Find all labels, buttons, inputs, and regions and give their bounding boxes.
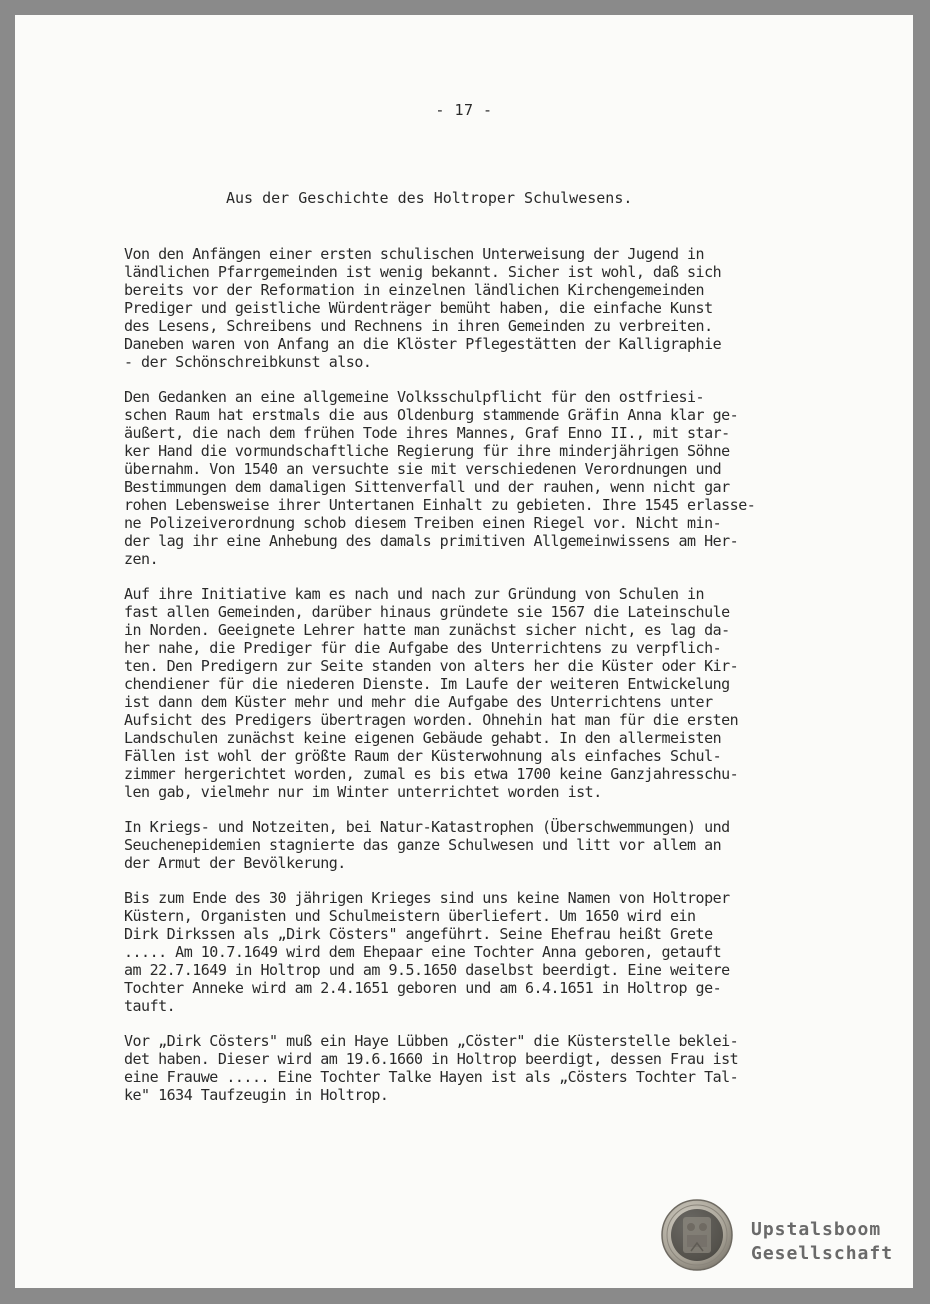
text-line: Daneben waren von Anfang an die Klöster Pflegestätten der Kalligraphie	[124, 335, 722, 353]
paragraph	[124, 388, 814, 568]
text-line: Fällen ist wohl der größte Raum der Küsterwohnung als einfaches Schul-	[124, 747, 722, 765]
body-text	[124, 245, 814, 1121]
text-line: ..... Am 10.7.1649 wird dem Ehepaar eine Tochter Anna geboren, getauft	[124, 943, 722, 961]
text-line: am 22.7.1649 in Holtrop und am 9.5.1650 daselbst beerdigt. Eine weitere	[124, 961, 730, 979]
text-line: äußert, die nach dem frühen Tode ihres Mannes, Graf Enno II., mit star-	[124, 424, 730, 442]
brand-line-1: Upstalsboom	[751, 1219, 882, 1240]
brand-line-2: Gesellschaft	[751, 1243, 894, 1264]
text-line: zimmer hergerichtet worden, zumal es bis etwa 1700 keine Ganzjahresschu-	[124, 765, 739, 783]
page-number: - 17 -	[435, 101, 493, 119]
text-line: Küstern, Organisten und Schulmeistern überliefert. Um 1650 wird ein	[124, 907, 696, 925]
text-line: Aufsicht des Predigers übertragen worden. Ohnehin hat man für die ersten	[124, 711, 739, 729]
paragraph	[124, 889, 814, 1015]
paragraph	[124, 245, 814, 371]
text-line: len gab, vielmehr nur im Winter unterrichtet worden ist.	[124, 783, 602, 801]
text-line: det haben. Dieser wird am 19.6.1660 in Holtrop beerdigt, dessen Frau ist	[124, 1050, 739, 1068]
text-line: schen Raum hat erstmals die aus Oldenburg stammende Gräfin Anna klar ge-	[124, 406, 739, 424]
text-line: ke" 1634 Taufzeugin in Holtrop.	[124, 1086, 389, 1104]
text-line: Tochter Anneke wird am 2.4.1651 geboren und am 6.4.1651 in Holtrop ge-	[124, 979, 722, 997]
seal-emblem-icon	[661, 1199, 733, 1271]
text-line: in Norden. Geeignete Lehrer hatte man zunächst sicher nicht, es lag da-	[124, 621, 730, 639]
text-line: Vor „Dirk Cösters" muß ein Haye Lübben „Cöster" die Küsterstelle beklei-	[124, 1032, 739, 1050]
text-line: Seuchenepidemien stagnierte das ganze Schulwesen und litt vor allem an	[124, 836, 722, 854]
text-line: übernahm. Von 1540 an versuchte sie mit verschiedenen Verordnungen und	[124, 460, 722, 478]
paragraph	[124, 818, 814, 872]
text-line: ker Hand die vormundschaftliche Regierung für ihre minderjährigen Söhne	[124, 442, 730, 460]
text-line: der lag ihr eine Anhebung des damals primitiven Allgemeinwissens am Her-	[124, 532, 739, 550]
text-line: rohen Lebensweise ihrer Untertanen Einhalt zu gebieten. Ihre 1545 erlasse-	[124, 496, 756, 514]
text-line: Auf ihre Initiative kam es nach und nach zur Gründung von Schulen in	[124, 585, 705, 603]
text-line: ist dann dem Küster mehr und mehr die Aufgabe des Unterrichtens unter	[124, 693, 713, 711]
text-line: ländlichen Pfarrgemeinden ist wenig bekannt. Sicher ist wohl, daß sich	[124, 263, 722, 281]
text-line: Bis zum Ende des 30 jährigen Krieges sind uns keine Namen von Holtroper	[124, 889, 730, 907]
text-line: tauft.	[124, 997, 176, 1015]
text-line: des Lesens, Schreibens und Rechnens in ihren Gemeinden zu verbreiten.	[124, 317, 713, 335]
document-page	[15, 15, 913, 1288]
text-line: Landschulen zunächst keine eigenen Gebäude gehabt. In den allermeisten	[124, 729, 722, 747]
text-line: Dirk Dirkssen als „Dirk Cösters" angeführt. Seine Ehefrau heißt Grete	[124, 925, 713, 943]
text-line: chendiener für die niederen Dienste. Im Laufe der weiteren Entwickelung	[124, 675, 730, 693]
text-line: ten. Den Predigern zur Seite standen von alters her die Küster oder Kir-	[124, 657, 739, 675]
document-title: Aus der Geschichte des Holtroper Schulwesens.	[226, 189, 633, 207]
paragraph	[124, 585, 814, 801]
text-line: eine Frauwe ..... Eine Tochter Talke Hayen ist als „Cösters Tochter Tal-	[124, 1068, 739, 1086]
text-line: Von den Anfängen einer ersten schulischen Unterweisung der Jugend in	[124, 245, 705, 263]
text-line: ne Polizeiverordnung schob diesem Treiben einen Riegel vor. Nicht min-	[124, 514, 722, 532]
text-line: her nahe, die Prediger für die Aufgabe des Unterrichtens zu verpflich-	[124, 639, 722, 657]
text-line: - der Schönschreibkunst also.	[124, 353, 372, 371]
text-line: fast allen Gemeinden, darüber hinaus gründete sie 1567 die Lateinschule	[124, 603, 730, 621]
paragraph	[124, 1032, 814, 1104]
brand-wordmark	[751, 1218, 893, 1266]
text-line: zen.	[124, 550, 159, 568]
text-line: der Armut der Bevölkerung.	[124, 854, 346, 872]
text-line: Bestimmungen dem damaligen Sittenverfall und der rauhen, wenn nicht gar	[124, 478, 730, 496]
text-line: bereits vor der Reformation in einzelnen ländlichen Kirchengemeinden	[124, 281, 705, 299]
text-line: Den Gedanken an eine allgemeine Volksschulpflicht für den ostfriesi-	[124, 388, 705, 406]
text-line: In Kriegs- und Notzeiten, bei Natur-Katastrophen (Überschwemmungen) und	[124, 818, 730, 836]
text-line: Prediger und geistliche Würdenträger bemüht haben, die einfache Kunst	[124, 299, 713, 317]
